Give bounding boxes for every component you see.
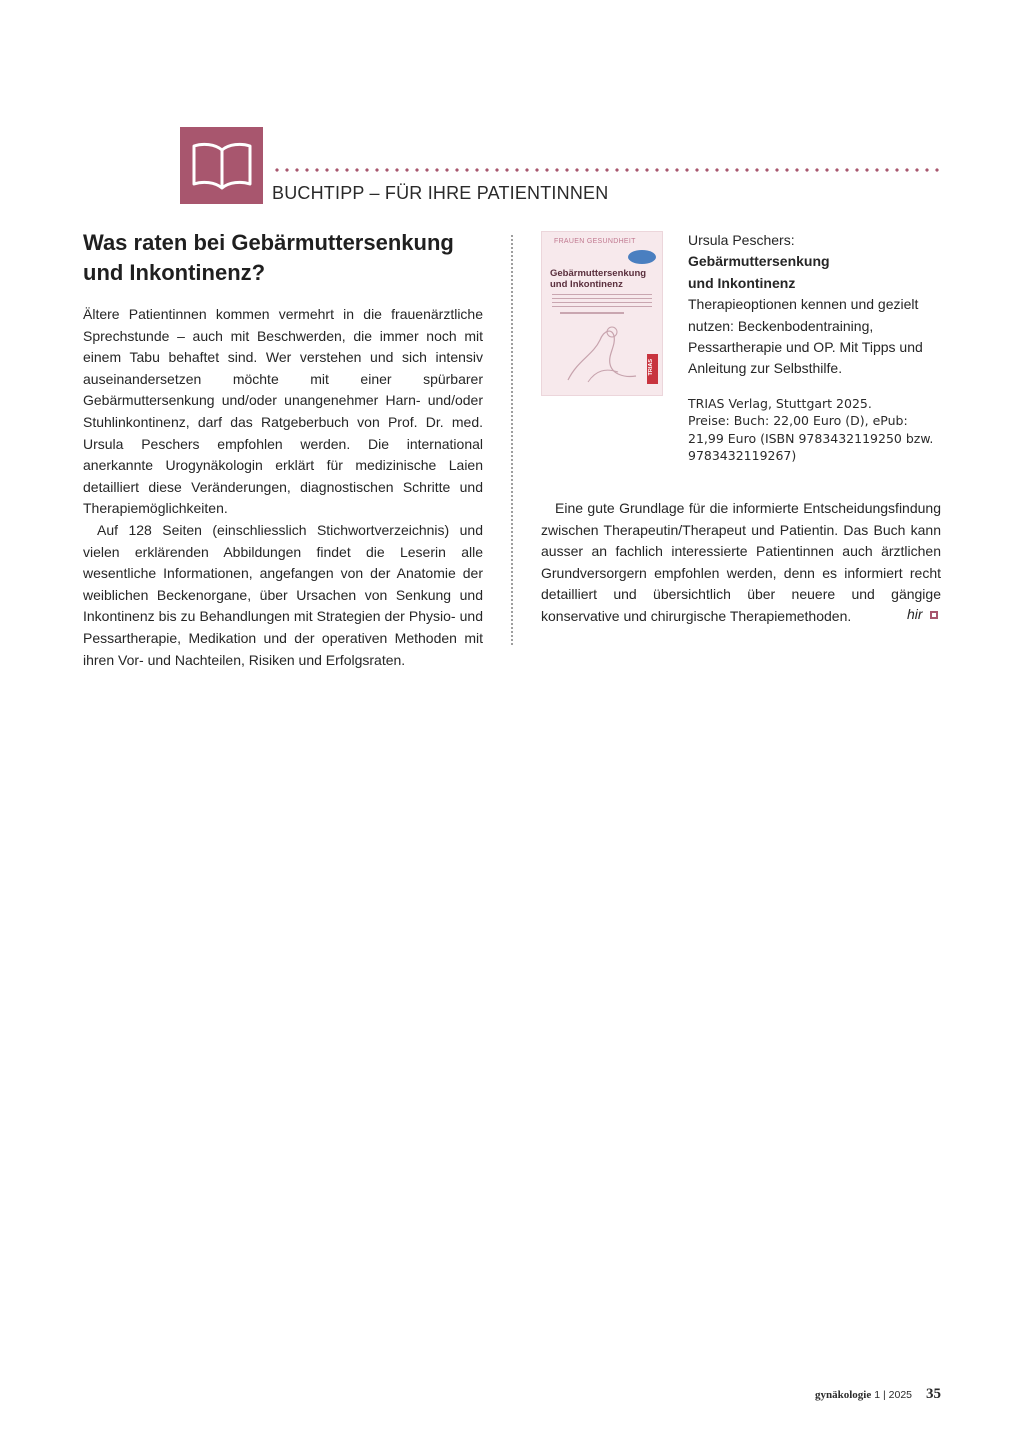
column-divider — [511, 234, 513, 647]
cover-publisher-mark: TRIAS — [647, 354, 658, 384]
book-cover-image — [541, 231, 663, 396]
book-title-line2: und Inkontinenz — [688, 274, 796, 291]
section-dotted-rule — [272, 168, 942, 172]
book-description: Therapieoptionen kennen und gezielt nutzen: Beckenbodentraining, Pessartherapie und OP. Mit Tipps und Anleitung zur Selbsthilfe. — [688, 296, 923, 377]
book-author: Ursula Peschers: — [688, 232, 795, 248]
paragraph: Ältere Patientinnen kommen vermehrt in die frauenärztliche Sprechstunde – auch mit Beschwerden, die immer noch mit einem Tabu behaftet sind. Wer verstehen und sich intensiv auseinandersetzen möchte mit einer spürbarer Gebärmuttersenkung und/oder unangenehmer Harn- und/oder Stuhlinkontinenz, darf das Ratgeberbuch von Prof. Dr. med. Ursula Peschers empfohlen werden. Die international anerkannte Urogynäkologin erklärt für medizinische Laien detailliert diese Veränderungen, diagnostischen Schritte und Therapiemöglichkeiten. — [83, 306, 483, 517]
journal-name: gynäkologie — [815, 1389, 872, 1401]
article-left-column — [83, 304, 483, 671]
cover-figure-illustration — [558, 320, 648, 390]
book-publication-details — [688, 395, 944, 465]
cover-tagline-line — [560, 312, 624, 314]
page-footer — [815, 1386, 941, 1403]
cover-title: Gebärmuttersenkung und Inkontinenz — [550, 268, 647, 290]
book-publisher: TRIAS Verlag, Stuttgart 2025. — [688, 396, 872, 411]
book-title-line1: Gebärmuttersenkung — [688, 253, 830, 270]
book-info — [688, 230, 944, 380]
cover-subtitle-lines — [552, 294, 652, 310]
end-of-article-mark — [930, 611, 938, 619]
cover-series-label: FRAUEN GESUNDHEIT — [554, 238, 636, 245]
cover-badge — [628, 250, 656, 264]
paragraph: Auf 128 Seiten (einschliesslich Stichwortverzeichnis) und vielen erklärenden Abbildungen findet die Leserin alle wesentliche Informationen, angefangen von der Anatomie der weiblichen Beckenorgane, über Ursachen von Senkung und Inkontinenz bis zu Behandlungen mit Strategien der Physio- und Pessartherapie, Medikation und der operativen Methoden mit ihren Vor- und Nachteilen, Risiken und Erfolgsraten. — [83, 521, 483, 668]
article-title: Was raten bei Gebärmuttersenkung und Inkontinenz? — [83, 230, 454, 285]
article-right-column — [541, 498, 941, 628]
author-signature: hir — [907, 606, 923, 622]
page-number: 35 — [926, 1386, 941, 1402]
section-icon-box — [180, 127, 263, 204]
paragraph: Eine gute Grundlage für die informierte Entscheidungsfindung zwischen Therapeutin/Therapeut und Patientin. Das Buch kann ausser an fachlich interessierte Patientinnen auch ärztlichen Grundversorgern empfohlen werden, denn es informiert recht detailliert und übersichtlich über neuere und gängige konservative und chirurgische Therapiemethoden. — [541, 500, 941, 624]
issue-number: 1 | 2025 — [874, 1389, 912, 1401]
open-book-icon — [189, 138, 255, 192]
book-prices: Preise: Buch: 22,00 Euro (D), ePub: 21,99 Euro (ISBN 9783432119250 bzw. 9783432119267) — [688, 413, 934, 464]
section-label: BUCHTIPP – FÜR IHRE PATIENTINNEN — [272, 183, 609, 203]
